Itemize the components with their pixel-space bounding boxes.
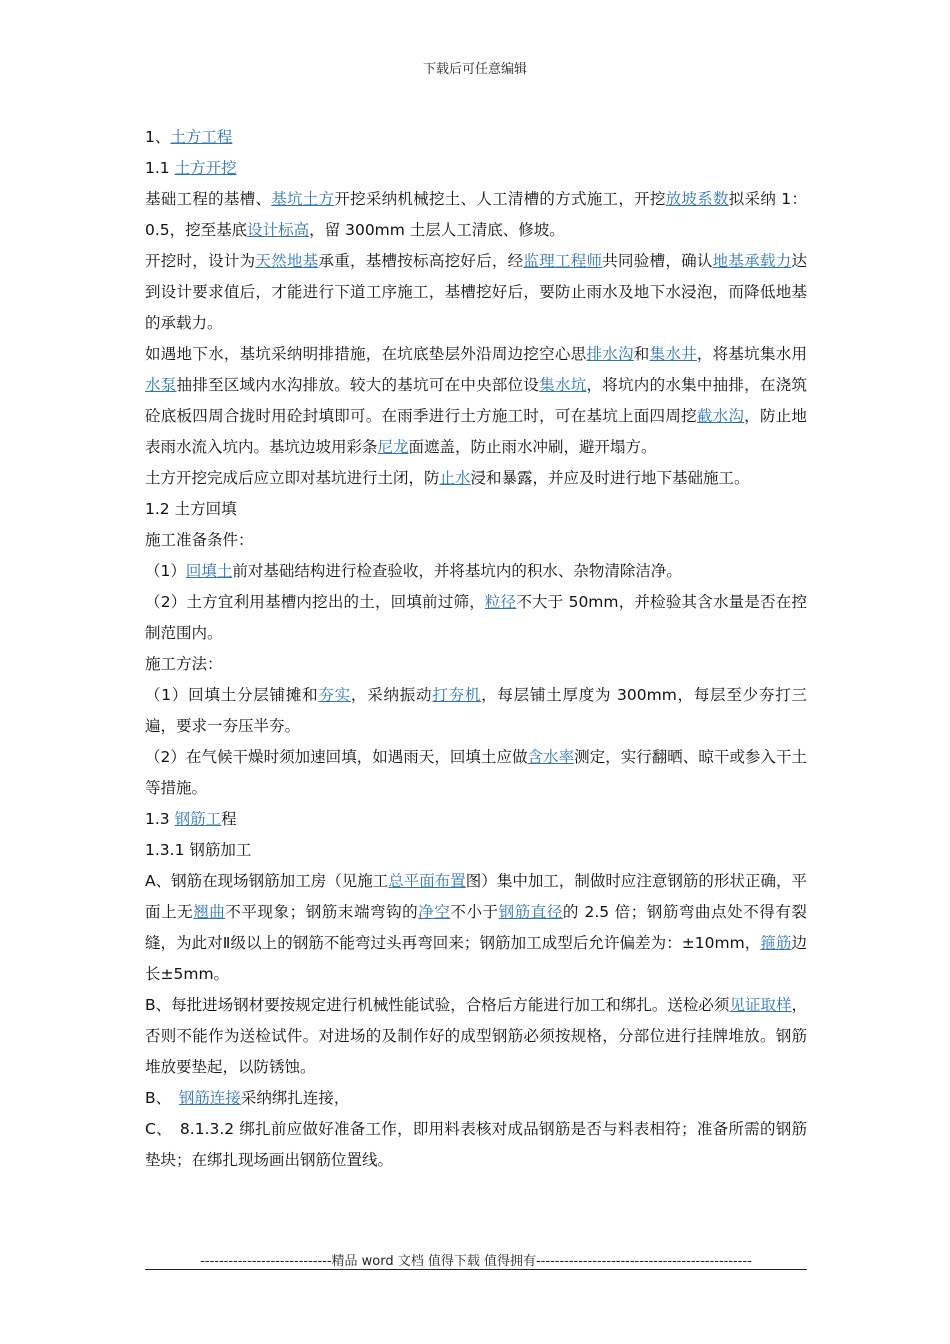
paragraph-text: 基础工程的基槽、 <box>145 190 272 208</box>
paragraph-text: ，防止地表雨水流入坑内。基坑边坡用彩条 <box>145 407 807 456</box>
paragraph-text: 不小于 <box>450 903 499 921</box>
keyword-link[interactable]: 设计标高 <box>247 221 310 239</box>
paragraph-text: （2）土方宜利用基槽内挖出的土，回填前过筛， <box>145 593 485 611</box>
paragraph <box>145 1083 807 1114</box>
paragraph-text: 1、 <box>145 128 171 146</box>
paragraph <box>145 680 807 742</box>
paragraph-text: 1.2 土方回填 <box>145 500 237 518</box>
keyword-link[interactable]: 放坡系数 <box>665 190 729 208</box>
paragraph-text: 如遇地下水，基坑采纳明排措施，在坑底垫层外沿周边挖空心思 <box>145 345 587 363</box>
paragraph-text: 达到设计要求值后，才能进行下道工序施工，基槽挖好后，要防止雨水及地下水浸泡，而降低地基的承载力。 <box>145 252 807 332</box>
page-footer: ----------------------------精品 word 文档 值得下载 值得拥有---------------------------------------------- <box>200 1254 752 1269</box>
paragraph-text: 抽排至区域内水沟排放。较大的基坑可在中央部位设 <box>176 376 540 394</box>
keyword-link[interactable]: 打夯机 <box>432 686 482 704</box>
document-body <box>145 122 807 1176</box>
paragraph-text: 1.3 <box>145 810 175 828</box>
keyword-link[interactable]: 排水沟 <box>586 345 634 363</box>
paragraph-text: 浸和暴露，并应及时进行地下基础施工。 <box>470 469 750 487</box>
paragraph-text: 共同验槽，确认 <box>602 252 713 270</box>
keyword-link[interactable]: 含水率 <box>527 748 575 766</box>
footer-divider <box>145 1269 807 1270</box>
keyword-link[interactable]: 见证取样 <box>729 996 792 1014</box>
keyword-link[interactable]: 基坑土方 <box>271 190 335 208</box>
paragraph-text: （2）在气候干燥时须加速回填，如遇雨天，回填土应做 <box>145 748 528 766</box>
paragraph-text: 程 <box>221 810 237 828</box>
paragraph-text: 前对基础结构进行检查验收，并将基坑内的积水、杂物清除洁净。 <box>232 562 682 580</box>
paragraph <box>145 587 807 649</box>
paragraph-text: B、每批进场钢材要按规定进行机械性能试验，合格后方能进行加工和绑扎。送检必须 <box>145 996 730 1014</box>
keyword-link[interactable]: 回填土 <box>185 562 233 580</box>
paragraph <box>145 246 807 339</box>
keyword-link[interactable]: 翘曲 <box>193 903 226 921</box>
paragraph <box>145 494 807 525</box>
keyword-link[interactable]: 土方工程 <box>170 128 233 146</box>
paragraph <box>145 804 807 835</box>
paragraph-text: 面遮盖，防止雨水冲刷，避开塌方。 <box>408 438 657 456</box>
paragraph-text: 1.3.1 钢筋加工 <box>145 841 252 859</box>
paragraph-text: ，采纳振动 <box>350 686 433 704</box>
keyword-link[interactable]: 水泵 <box>145 376 177 394</box>
keyword-link[interactable]: 钢筋工 <box>174 810 222 828</box>
paragraph-text: （1） <box>145 562 186 580</box>
paragraph-text: 和 <box>633 345 650 363</box>
paragraph-text: 采纳绑扎连接， <box>240 1089 350 1107</box>
keyword-link[interactable]: 粒径 <box>484 593 517 611</box>
paragraph-text: 承重，基槽按标高挖好后，经 <box>318 252 524 270</box>
paragraph-text: 图）集中加工，制做时应注意钢筋的形状正确，平面上无 <box>145 872 807 921</box>
paragraph-text: 开挖时，设计为 <box>145 252 256 270</box>
keyword-link[interactable]: 监理工程师 <box>523 252 603 270</box>
paragraph-text: 不平现象；钢筋末端弯钩的 <box>225 903 419 921</box>
paragraph <box>145 556 807 587</box>
paragraph <box>145 990 807 1083</box>
paragraph-text: 的 2.5 倍；钢筋弯曲点处不得有裂缝，为此对Ⅱ级以上的钢筋不能弯过头再弯回来；钢筋加工成型后允许偏差为：±10mm， <box>145 903 807 952</box>
paragraph <box>145 153 807 184</box>
paragraph-text: （1）回填土分层铺摊和 <box>145 686 319 704</box>
paragraph-text: 土方开挖完成后应立即对基坑进行土闭，防 <box>145 469 440 487</box>
keyword-link[interactable]: 土方开挖 <box>174 159 237 177</box>
page-header: 下载后可任意编辑 <box>422 62 527 77</box>
paragraph <box>145 866 807 990</box>
keyword-link[interactable]: 箍筋 <box>760 934 792 952</box>
paragraph-text: 开挖采纳机械挖土、人工清槽的方式施工，开挖 <box>334 190 666 208</box>
paragraph-text: B、 <box>145 1089 179 1107</box>
paragraph <box>145 122 807 153</box>
paragraph <box>145 649 807 680</box>
paragraph-text: C、 8.1.3.2 绑扎前应做好准备工作，即用料表核对成品钢筋是否与料表相符；准备所需的钢筋垫块；在绑扎现场画出钢筋位置线。 <box>145 1120 807 1169</box>
keyword-link[interactable]: 夯实 <box>318 686 351 704</box>
keyword-link[interactable]: 净空 <box>418 903 451 921</box>
keyword-link[interactable]: 总平面布置 <box>388 872 466 890</box>
paragraph-text: 施工准备条件： <box>145 531 254 549</box>
keyword-link[interactable]: 截水沟 <box>696 407 745 425</box>
paragraph-text: A、钢筋在现场钢筋加工房（见施工 <box>145 872 389 890</box>
paragraph <box>145 184 807 246</box>
paragraph-text: ，将坑内的水集中抽排，在浇筑砼底板四周合拢时用砼封填即可。在雨季进行土方施工时，可在基坑上面四周挖 <box>145 376 807 425</box>
keyword-link[interactable]: 止水 <box>439 469 471 487</box>
keyword-link[interactable]: 集水井 <box>649 345 697 363</box>
paragraph-text: ，每层铺土厚度为 300mm，每层至少夯打三遍，要求一夯压半夯。 <box>145 686 807 735</box>
paragraph-text: ，将基坑集水用 <box>696 345 807 363</box>
keyword-link[interactable]: 天然地基 <box>255 252 319 270</box>
paragraph <box>145 742 807 804</box>
keyword-link[interactable]: 集水坑 <box>539 376 587 394</box>
paragraph <box>145 463 807 494</box>
paragraph <box>145 835 807 866</box>
paragraph <box>145 525 807 556</box>
paragraph <box>145 1114 807 1176</box>
paragraph-text: 测定，实行翻晒、晾干或参入干土等措施。 <box>145 748 807 797</box>
paragraph-text: 不大于 50mm，并检验其含水量是否在控制范围内。 <box>145 593 807 642</box>
paragraph-text: 拟采纳 1：0.5，挖至基底 <box>145 190 807 239</box>
paragraph-text: 1.1 <box>145 159 175 177</box>
keyword-link[interactable]: 地基承载力 <box>712 252 792 270</box>
keyword-link[interactable]: 钢筋直径 <box>498 903 563 921</box>
paragraph-text: ，否则不能作为送检试件。对进场的及制作好的成型钢筋必须按规格，分部位进行挂牌堆放。钢筋堆放要垫起，以防锈蚀。 <box>145 996 807 1076</box>
paragraph-text: 边长±5mm。 <box>145 934 807 983</box>
paragraph-text: ，留 300mm 土层人工清底、修坡。 <box>309 221 565 239</box>
keyword-link[interactable]: 尼龙 <box>377 438 409 456</box>
paragraph <box>145 339 807 463</box>
keyword-link[interactable]: 钢筋连接 <box>178 1089 241 1107</box>
paragraph-text: 施工方法： <box>145 655 223 673</box>
